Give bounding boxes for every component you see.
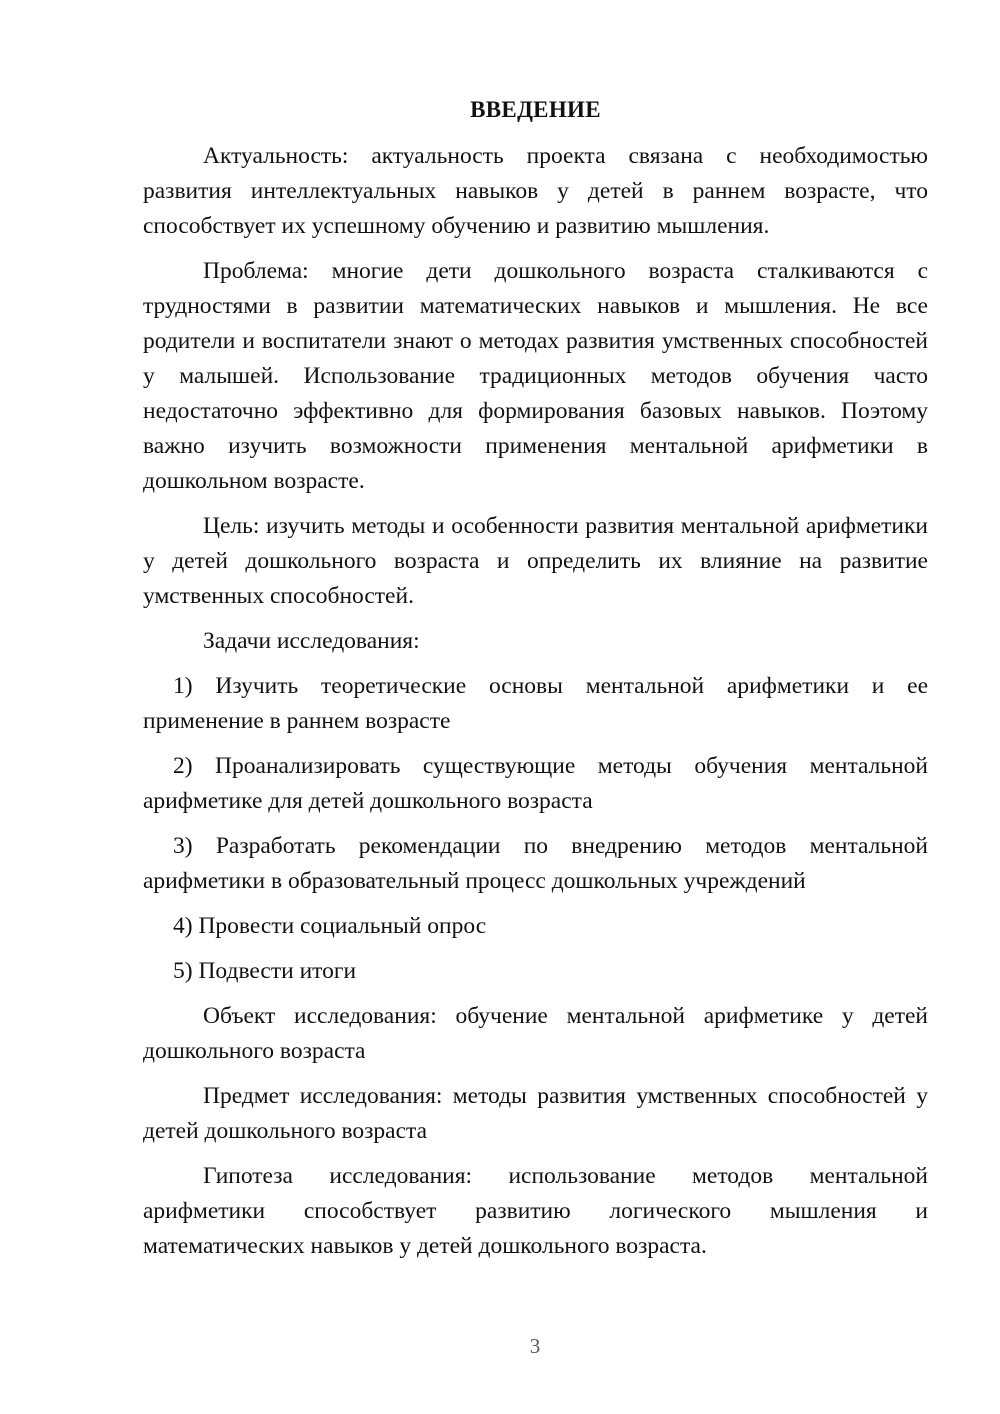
paragraph-problem: Проблема: многие дети дошкольного возраста сталкиваются с трудностями в развитии математических навыков и мышления. Не все родители и воспитатели знают о методах развития умственных способностей у малышей. Использование традиционных методов обучения часто недостаточно эффективно для формирования базовых навыков. Поэтому важно изучить возможности применения ментальной арифметики в дошкольном возрасте. [143, 258, 928, 494]
task-item-1: 1) Изучить теоретические основы ментальной арифметики и ее применение в раннем возрасте [143, 673, 928, 734]
task-item-5: 5) Подвести итоги [173, 958, 357, 984]
paragraph-subject: Предмет исследования: методы развития умственных способностей у детей дошкольного возраста [143, 1083, 928, 1144]
page-content [143, 92, 928, 1274]
paragraph-tasks-heading: Задачи исследования: [203, 628, 420, 654]
paragraph-hypothesis: Гипотеза исследования: использование методов ментальной арифметики способствует развитию логического мышления и математических навыков у детей дошкольного возраста. [143, 1163, 928, 1259]
paragraph-relevance: Актуальность: актуальность проекта связана с необходимостью развития интеллектуальных навыков у детей в раннем возрасте, что способствует их успешному обучению и развитию мышления. [143, 143, 928, 239]
page-title: ВВЕДЕНИЕ [470, 97, 601, 122]
task-item-4: 4) Провести социальный опрос [173, 913, 487, 939]
task-item-2: 2) Проанализировать существующие методы обучения ментальной арифметике для детей дошкольного возраста [143, 753, 928, 814]
paragraph-object: Объект исследования: обучение ментальной арифметике у детей дошкольного возраста [143, 1003, 928, 1064]
page-number: 3 [529, 1334, 541, 1358]
paragraph-goal: Цель: изучить методы и особенности развития ментальной арифметики у детей дошкольного возраста и определить их влияние на развитие умственных способностей. [143, 513, 928, 609]
task-item-3: 3) Разработать рекомендации по внедрению методов ментальной арифметики в образовательный процесс дошкольных учреждений [143, 833, 928, 894]
